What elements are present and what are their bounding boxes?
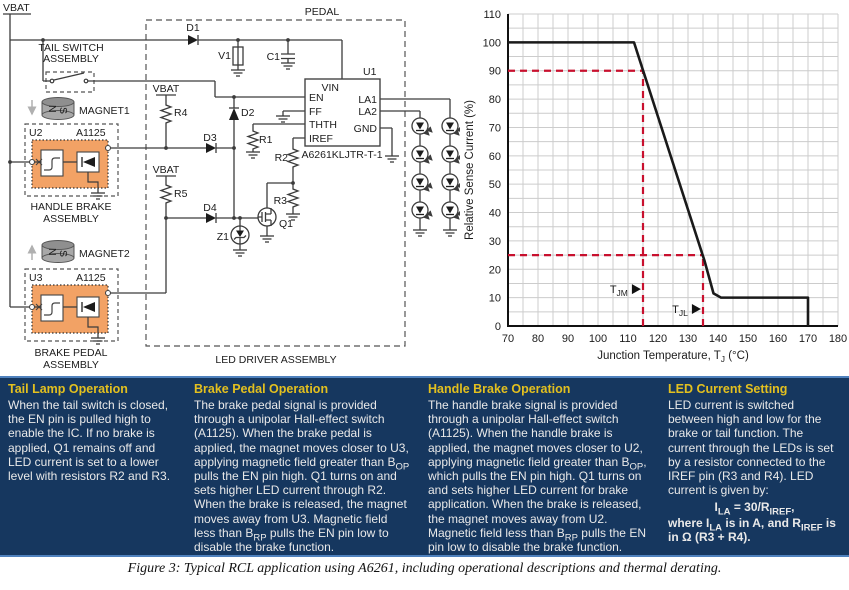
x-tick-label: 110 bbox=[619, 333, 637, 345]
magnet-pole-s: S bbox=[57, 250, 69, 258]
y-tick-label: 80 bbox=[488, 94, 501, 107]
note-body: The brake pedal signal is provided through a unipolar Hall-effect switch (A1125). When the brake pedal is applied, the magnet moves closer to U3, applying magnetic field greater than $B_{OP}$ pulls the EN pin high. Q1 turns on and sets higher LED current through R2. When the brake is released, the magnet moves away from U3. Magnetic field less than $B_{RP}$ pulls the EN pin low to disable the brake function. bbox=[194, 398, 410, 555]
x-tick-label: 90 bbox=[561, 333, 575, 345]
junction-dots bbox=[8, 38, 295, 220]
magnet-pole-s: S bbox=[57, 107, 69, 115]
y-tick-label: 20 bbox=[488, 264, 501, 277]
led-current-equation: $I_{LA} = 30/R_{IREF}$, bbox=[714, 500, 795, 518]
ground-symbol bbox=[260, 236, 274, 242]
pin-en: EN bbox=[309, 92, 324, 104]
pin-ff: FF bbox=[309, 106, 322, 118]
label-v1: V1 bbox=[218, 50, 231, 62]
x-tick-label: 80 bbox=[531, 333, 545, 345]
pin-vin: VIN bbox=[321, 82, 339, 94]
zener-z1 bbox=[231, 226, 249, 244]
ground-symbol bbox=[281, 63, 295, 69]
pin-gnd: GND bbox=[353, 123, 377, 135]
resistor-r4 bbox=[161, 102, 171, 126]
label-vbat-r5: VBAT bbox=[152, 164, 180, 176]
label-r1: R1 bbox=[259, 134, 273, 146]
label-magnet2: MAGNET2 bbox=[79, 248, 130, 260]
label-tail-switch-2: ASSEMBLY bbox=[43, 53, 99, 65]
y-tick-label: 10 bbox=[488, 292, 501, 305]
pin-iref: IREF bbox=[309, 133, 333, 145]
tail-switch-symbol bbox=[50, 73, 88, 83]
label-z1: Z1 bbox=[216, 231, 229, 243]
equation-where-clause: where $I_{LA}$ is in A, and $R_{IREF}$ is in Ω (R3 + R4). bbox=[668, 515, 836, 544]
x-tick-label: 70 bbox=[501, 333, 515, 345]
label-vbat-top: VBAT bbox=[3, 2, 30, 14]
led-string-la1 bbox=[442, 118, 460, 219]
resistor-r2 bbox=[288, 146, 298, 170]
note-tail-lamp bbox=[0, 378, 186, 555]
label-handle-brake-2: ASSEMBLY bbox=[43, 213, 99, 225]
y-tick-label: 90 bbox=[488, 65, 501, 78]
label-r2: R2 bbox=[274, 152, 288, 164]
note-body: The handle brake signal is provided through a unipolar Hall-effect switch (A1125). When the handle brake is applied, the magnet moves closer to U2, applying magnetic field greater than $B_{OP}$, which pulls the EN pin high. Q1 turns on and sets higher LED current for brake application. When the brake is released, the magnet moves away from U2. Magnetic field less than $B_{RP}$ pulls the EN pin low to disable the brake function. bbox=[428, 398, 647, 555]
hall-sensor-u3 bbox=[30, 285, 111, 333]
hall-sensor-u2 bbox=[30, 140, 111, 188]
magnet1-symbol bbox=[32, 98, 74, 120]
x-tick-label: 170 bbox=[798, 333, 818, 345]
x-tick-label: 180 bbox=[828, 333, 848, 345]
x-tick-label: 140 bbox=[708, 333, 728, 345]
note-heading: LED Current Setting bbox=[668, 382, 788, 396]
diode-d3 bbox=[206, 143, 216, 153]
resistor-r3 bbox=[288, 186, 298, 210]
label-u2: U2 bbox=[29, 127, 43, 139]
label-d1: D1 bbox=[186, 22, 200, 34]
ground-symbol bbox=[231, 70, 245, 76]
y-tick-label: 110 bbox=[483, 9, 501, 21]
label-q1: Q1 bbox=[279, 218, 294, 230]
led-string-la2 bbox=[412, 118, 432, 219]
diode-d1 bbox=[188, 35, 198, 45]
annotation-label: $T_{JL}$ bbox=[672, 303, 688, 318]
figure-caption: Figure 3: Typical RCL application using A6261, including operational descriptions and thermal derating. bbox=[127, 561, 722, 576]
ground-symbol bbox=[385, 156, 399, 162]
y-tick-label: 60 bbox=[488, 150, 501, 163]
ground-symbol bbox=[246, 152, 260, 158]
operation-notes-band bbox=[0, 376, 849, 557]
note-heading: Handle Brake Operation bbox=[428, 382, 571, 396]
y-axis-title: Relative Sense Current (%) bbox=[464, 100, 476, 240]
label-u3-part: A1125 bbox=[76, 272, 106, 284]
resistor-r5 bbox=[161, 182, 171, 206]
note-heading: Tail Lamp Operation bbox=[8, 382, 128, 396]
annotation-arrow bbox=[632, 284, 641, 294]
label-pedal: PEDAL bbox=[304, 6, 340, 18]
x-tick-label: 150 bbox=[738, 333, 758, 345]
x-tick-label: 100 bbox=[588, 333, 608, 345]
pin-la1: LA1 bbox=[358, 94, 377, 106]
magnet-pole-n: N bbox=[46, 105, 58, 113]
x-tick-label: 130 bbox=[678, 333, 698, 345]
label-r3: R3 bbox=[273, 195, 287, 207]
diode-d4 bbox=[206, 213, 216, 223]
y-tick-label: 50 bbox=[488, 179, 501, 192]
label-brake-pedal-1: BRAKE PEDAL bbox=[34, 347, 108, 359]
y-tick-label: 70 bbox=[488, 122, 501, 135]
note-brake-pedal bbox=[186, 378, 420, 555]
x-tick-label: 120 bbox=[648, 333, 668, 345]
note-heading: Brake Pedal Operation bbox=[194, 382, 329, 396]
label-handle-brake-1: HANDLE BRAKE bbox=[30, 201, 112, 213]
annotation-label: $T_{JM}$ bbox=[609, 284, 628, 299]
label-part-number: A6261KLJTR-T-1 bbox=[301, 149, 383, 161]
y-tick-label: 30 bbox=[488, 235, 501, 248]
pin-thth: THTH bbox=[309, 119, 337, 131]
resistor-r1 bbox=[248, 128, 258, 152]
note-body: LED current is switched between high and low for the brake or tail function. The current through the LEDs is set by a resistor connected to the IREF pin (R3 and R4). LED current is given by: bbox=[668, 398, 834, 498]
label-u3: U3 bbox=[29, 272, 43, 284]
label-tail-switch-1: TAIL SWITCH bbox=[38, 42, 104, 54]
note-led-current bbox=[660, 378, 849, 555]
label-u1: U1 bbox=[363, 66, 377, 78]
transistor-q1 bbox=[258, 208, 276, 226]
label-led-driver-assembly: LED DRIVER ASSEMBLY bbox=[215, 354, 337, 366]
label-d2: D2 bbox=[241, 107, 255, 119]
note-handle-brake bbox=[420, 378, 660, 555]
label-u2-part: A1125 bbox=[76, 127, 106, 139]
y-tick-label: 40 bbox=[488, 207, 501, 220]
label-d3: D3 bbox=[203, 132, 217, 144]
magnet-pole-n: N bbox=[46, 248, 58, 256]
varistor-v1 bbox=[233, 47, 243, 65]
annotation-arrow bbox=[692, 304, 701, 314]
x-axis-title: Junction Temperature, $T_J$ (°C) bbox=[597, 350, 749, 364]
label-vbat-r4: VBAT bbox=[152, 83, 180, 95]
label-c1: C1 bbox=[266, 51, 280, 63]
note-body: When the tail switch is closed, the EN pin is pulled high to enable the IC. If no brake is applied, Q1 remains off and LED current is set to a lower level with resistors R2 and R3. bbox=[8, 398, 171, 484]
application-schematic bbox=[0, 0, 460, 376]
magnet2-symbol bbox=[32, 241, 74, 263]
ground-symbol bbox=[233, 250, 247, 256]
pin-la2: LA2 bbox=[358, 106, 377, 118]
label-magnet1: MAGNET1 bbox=[79, 105, 130, 117]
thermal-derating-chart bbox=[460, 2, 849, 375]
label-r4: R4 bbox=[174, 107, 188, 119]
label-r5: R5 bbox=[174, 188, 188, 200]
label-brake-pedal-2: ASSEMBLY bbox=[43, 359, 99, 371]
label-d4: D4 bbox=[203, 202, 217, 214]
ground-symbol bbox=[443, 230, 457, 236]
y-tick-label: 0 bbox=[494, 321, 501, 333]
ground-symbol bbox=[413, 230, 427, 236]
diode-d2 bbox=[229, 108, 239, 120]
ground-symbol bbox=[276, 116, 290, 122]
x-tick-label: 160 bbox=[768, 333, 788, 345]
y-tick-label: 100 bbox=[482, 37, 501, 50]
